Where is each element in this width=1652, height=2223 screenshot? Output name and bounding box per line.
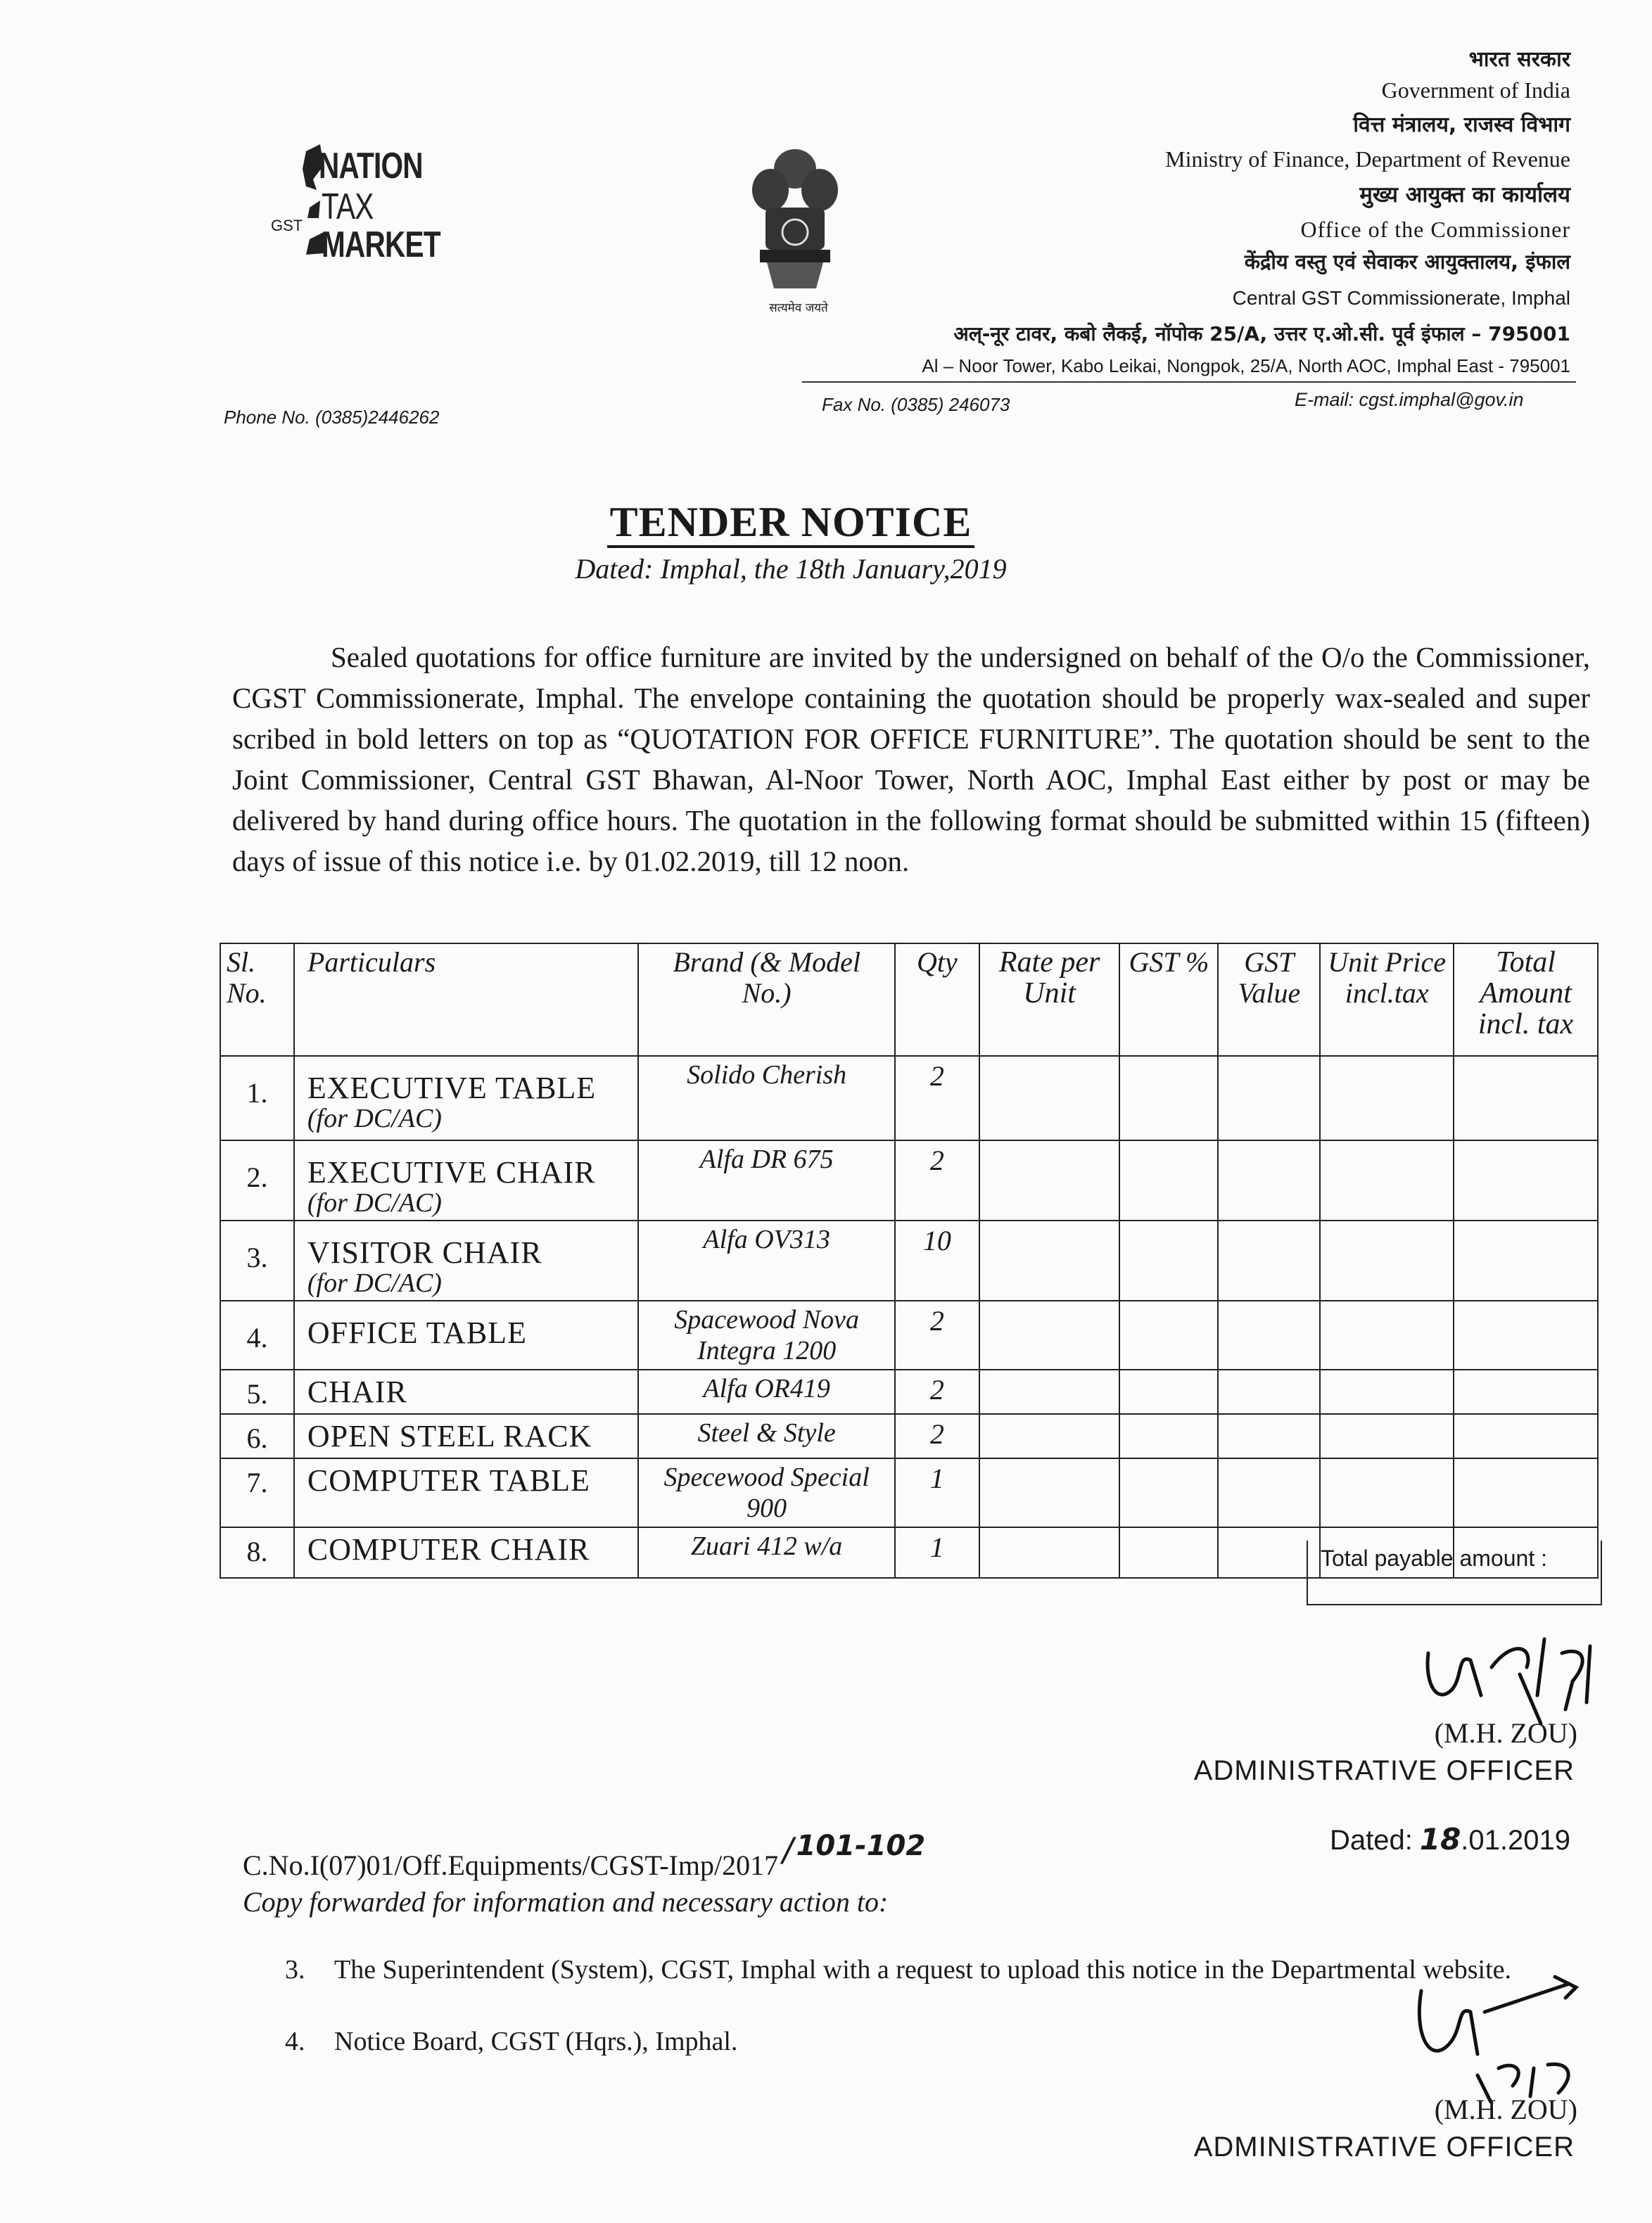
cell-sl-no: 2. [220,1140,294,1221]
cell-rate [979,1140,1120,1221]
cell-particulars [294,1414,638,1458]
cell-gst-value [1218,1140,1320,1221]
cell-rate [979,1221,1120,1301]
item-name: COMPUTER TABLE [307,1463,590,1498]
header-particulars: Particulars [294,943,638,1056]
cell-brand: Alfa DR 675 [638,1140,895,1221]
cell-particulars [294,1056,638,1140]
cell-qty: 10 [895,1221,979,1301]
cell-brand: Alfa OV313 [638,1221,895,1301]
notice-paragraph [232,637,1590,881]
quotation-table [220,943,1599,1579]
header-gst-value: GST Value [1218,943,1320,1056]
cell-sl-no: 1. [220,1056,294,1140]
cell-sl-no: 5. [220,1370,294,1414]
cell-sl-no: 4. [220,1301,294,1370]
header-unit-price: Unit Price incl.tax [1320,943,1454,1056]
cell-qty: 1 [895,1527,979,1578]
cell-gst-value [1218,1056,1320,1140]
govt-line: Government of India [1381,77,1570,103]
table-header-row [220,943,1598,1056]
cell-rate [979,1458,1120,1527]
copy-forwarded-line: Copy forwarded for information and necessary action to: [243,1886,889,1918]
logo-word-market: MARKET [322,224,440,265]
cell-gst-pct [1119,1140,1218,1221]
item-name: OFFICE TABLE [307,1316,527,1350]
hindi-address-line: अल्-नूर टावर, कबो लैकई, नॉपोक 25/A, उत्तर ए.ओ.सी. पूर्व इंफाल – 795001 [953,322,1570,345]
cell-unit-price [1320,1301,1454,1370]
cell-qty: 1 [895,1458,979,1527]
item-note: (for DC/AC) [307,1188,442,1218]
cell-unit-price [1320,1056,1454,1140]
cell-gst-value [1218,1301,1320,1370]
cell-qty: 2 [895,1056,979,1140]
table-row [220,1458,1598,1527]
ministry-line: Ministry of Finance, Department of Revenue [1165,146,1570,172]
bottom-date-handwritten: 18 [1419,1822,1461,1856]
lion-capital-emblem-icon [746,141,844,295]
table-row [220,1140,1598,1221]
fax-number: Fax No. (0385) 246073 [822,394,1010,415]
hindi-office-line: मुख्य आयुक्त का कार्यालय [1359,182,1570,208]
bottom-date [1330,1822,1570,1856]
notice-date: Dated: Imphal, the 18th January,2019 [575,553,1007,585]
cell-brand: Solido Cherish [638,1056,895,1140]
cell-particulars [294,1301,638,1370]
header-qty: Qty [895,943,979,1056]
hindi-commissionerate-line: केंद्रीय वस्तु एवं सेवाकर आयुक्तालय, इंफाल [1244,250,1570,274]
cell-total [1454,1458,1598,1527]
cell-gst-pct [1119,1414,1218,1458]
cell-qty: 2 [895,1301,979,1370]
cell-brand: Alfa OR419 [638,1370,895,1414]
cell-gst-pct [1119,1301,1218,1370]
cell-gst-value [1218,1458,1320,1527]
notice-title: TENDER NOTICE [0,498,1652,547]
cell-sl-no: 3. [220,1221,294,1301]
office-line: Office of the Commissioner [1300,217,1570,242]
header-brand: Brand (& Model No.) [638,943,895,1056]
item-name: EXECUTIVE TABLE [307,1071,597,1105]
cell-particulars [294,1370,638,1414]
cell-brand: Steel & Style [638,1414,895,1458]
cell-particulars [294,1527,638,1578]
cell-total [1454,1221,1598,1301]
cell-gst-value [1218,1370,1320,1414]
notice-body-text: Sealed quotations for office furniture are invited by the undersigned on behalf of the O/o the Commissioner, CGST Commissionerate, Imphal. The envelope containing the quotation should be properly wax-sealed and super scribed in bold letters on top as “QUOTATION FOR OFFICE FURNITURE”. The quotation should be sent to the Joint Commissioner, Central GST Bhawan, Al-Noor Tower, North AOC, Imphal East either by post or may be delivered by hand during office hours. The quotation in the following format should be submitted within 15 (fifteen) days of issue of this notice i.e. by 01.02.2019, till 12 noon. [232,641,1590,877]
logo-word-tax: TAX [322,186,374,227]
cell-rate [979,1056,1120,1140]
email-address: E-mail: cgst.imphal@gov.in [1295,389,1524,410]
cell-total [1454,1414,1598,1458]
cell-brand: Zuari 412 w/a [638,1527,895,1578]
cell-sl-no: 8. [220,1527,294,1578]
copy-list-item-3: 3. The Superintendent (System), CGST, Imphal with a request to upload this notice in the Departmental website. [285,1952,1594,1987]
address-line: Al – Noor Tower, Kabo Leikai, Nongpok, 25/A, North AOC, Imphal East - 795001 [922,355,1570,376]
copy-list-text-4: Notice Board, CGST (Hqrs.), Imphal. [334,2027,738,2056]
cell-unit-price [1320,1140,1454,1221]
cell-gst-value [1218,1221,1320,1301]
cell-qty: 2 [895,1370,979,1414]
signature-scribble-2-icon [1407,1963,1590,2103]
item-note: (for DC/AC) [307,1268,442,1298]
address-divider [802,381,1576,383]
total-payable-label: Total payable amount : [1321,1546,1547,1571]
signatory-designation-2: ADMINISTRATIVE OFFICER [1193,2132,1575,2163]
table-row [220,1370,1598,1414]
item-note: (for DC/AC) [307,1104,442,1133]
reference-number: C.No.I(07)01/Off.Equipments/CGST-Imp/2017 / 101-102 [243,1830,926,1881]
cell-rate [979,1370,1120,1414]
cell-gst-value [1218,1414,1320,1458]
reference-number-text: C.No.I(07)01/Off.Equipments/CGST-Imp/2017 [243,1849,779,1881]
signature-scribble-icon [1414,1625,1611,1731]
cell-brand: Spacewood Nova Integra 1200 [638,1301,895,1370]
header-total-amount: Total Amount incl. tax [1454,943,1598,1056]
cell-qty: 2 [895,1140,979,1221]
phone-number: Phone No. (0385)2446262 [224,407,440,428]
cell-particulars [294,1458,638,1527]
bottom-date-label: Dated: [1329,1825,1413,1856]
logo-word-nation: NATION [319,146,423,186]
cell-unit-price [1320,1370,1454,1414]
item-name: VISITOR CHAIR [307,1235,542,1270]
cell-gst-pct [1119,1221,1218,1301]
nation-tax-market-logo [271,134,461,267]
total-payable-box [1307,1541,1602,1605]
national-emblem [746,141,844,324]
reference-handwritten: 101-102 [796,1830,926,1862]
cell-gst-pct [1119,1527,1218,1578]
item-name: COMPUTER CHAIR [307,1532,590,1567]
cell-total [1454,1140,1598,1221]
table-row [220,1414,1598,1458]
bottom-date-rest: .01.2019 [1461,1825,1570,1856]
header-rate: Rate per Unit [979,943,1120,1056]
cell-particulars [294,1140,638,1221]
cell-sl-no: 6. [220,1414,294,1458]
cell-gst-pct [1119,1370,1218,1414]
table-row [220,1056,1598,1140]
hindi-govt-line: भारत सरकार [1468,47,1570,72]
emblem-caption: सत्यमेव जयते [769,301,828,315]
item-name: OPEN STEEL RACK [307,1419,592,1453]
cell-unit-price [1320,1414,1454,1458]
cell-gst-value [1218,1527,1320,1578]
item-name: EXECUTIVE CHAIR [307,1155,596,1190]
cell-sl-no: 7. [220,1458,294,1527]
header-sl-no: Sl. No. [220,943,294,1056]
logo-gst-badge: GST [271,217,303,234]
cell-qty: 2 [895,1414,979,1458]
cell-total [1454,1056,1598,1140]
cell-unit-price [1320,1221,1454,1301]
hindi-ministry-line: वित्त मंत्रालय, राजस्व विभाग [1353,113,1570,137]
commissionerate-line: Central GST Commissionerate, Imphal [1232,287,1570,309]
table-row [220,1301,1598,1370]
cell-rate [979,1301,1120,1370]
item-name: CHAIR [307,1375,407,1409]
signatory-designation-1: ADMINISTRATIVE OFFICER [1193,1755,1575,1786]
cell-rate [979,1414,1120,1458]
cell-total [1454,1301,1598,1370]
copy-list-item-4: 4. Notice Board, CGST (Hqrs.), Imphal. [285,2027,738,2056]
cell-particulars [294,1221,638,1301]
signatory-name-2: (M.H. ZOU) [1434,2094,1577,2125]
cell-gst-pct [1119,1056,1218,1140]
signatory-name-1: (M.H. ZOU) [1434,1717,1577,1749]
table-row [220,1221,1598,1301]
cell-unit-price [1320,1458,1454,1527]
cell-brand: Specewood Special 900 [638,1458,895,1527]
cell-total [1454,1370,1598,1414]
cell-gst-pct [1119,1458,1218,1527]
cell-rate [979,1527,1120,1578]
header-gst-pct: GST % [1119,943,1218,1056]
copy-list-text-3: The Superintendent (System), CGST, Imphal with a request to upload this notice in the Departmental website. [334,1955,1512,1985]
